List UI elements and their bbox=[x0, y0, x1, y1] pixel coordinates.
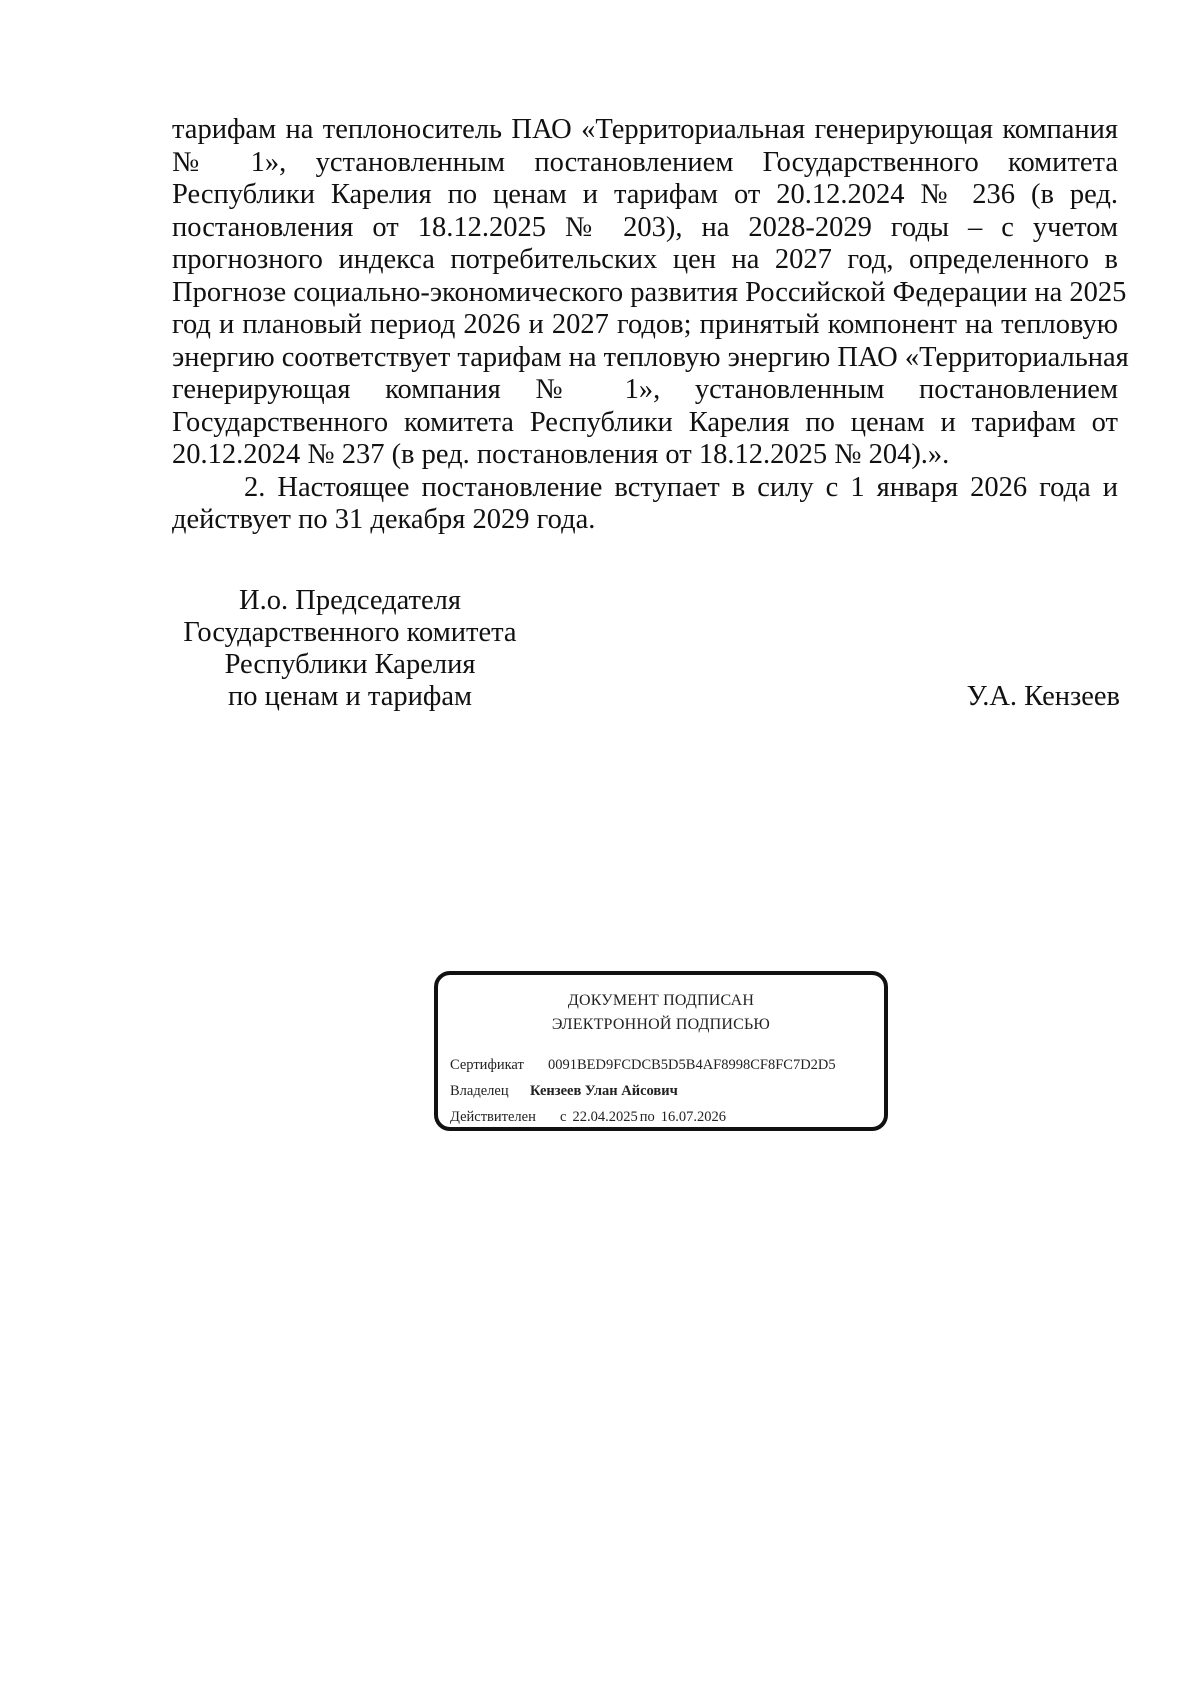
certificate-value: 0091BED9FCDCB5D5B4AF8998CF8FC7D2D5 bbox=[548, 1057, 836, 1073]
body-line: год и плановый период 2026 и 2027 годов; принятый компонент на тепловую bbox=[172, 309, 1118, 340]
stamp-certificate-row bbox=[450, 1055, 836, 1075]
body-line: прогнозного индекса потребительских цен на 2027 год, определенного в bbox=[172, 244, 1118, 275]
body-line: 20.12.2024 № 237 (в ред. постановления от 18.12.2025 № 204).». bbox=[172, 439, 950, 470]
owner-value: Кензеев Улан Айсович bbox=[530, 1083, 678, 1099]
body-line: Государственного комитета Республики Карелия по ценам и тарифам от bbox=[172, 406, 1118, 438]
signatory-position-line: Республики Карелия bbox=[224, 649, 476, 680]
body-line: действует по 31 декабря 2029 года. bbox=[172, 504, 596, 535]
valid-to-label: по bbox=[639, 1109, 655, 1125]
body-line: генерирующая компания № 1», установленным постановлением bbox=[172, 374, 1118, 405]
body-line: постановления от 18.12.2025 № 203), на 2028-2029 годы – с учетом bbox=[172, 211, 1118, 243]
signatory-position-line: И.о. Председателя bbox=[239, 585, 461, 616]
electronic-signature-stamp bbox=[434, 971, 888, 1131]
signatory-position bbox=[160, 585, 540, 713]
document-body bbox=[172, 114, 1129, 537]
certificate-label: Сертификат bbox=[450, 1057, 524, 1073]
signatory-position-line: по ценам и тарифам bbox=[227, 681, 473, 712]
stamp-title bbox=[438, 989, 884, 1037]
body-line: Республики Карелия по ценам и тарифам от 20.12.2024 № 236 (в ред. bbox=[172, 179, 1118, 210]
owner-label: Владелец bbox=[450, 1083, 509, 1099]
body-line: 2. Настоящее постановление вступает в силу с 1 января 2026 года и bbox=[244, 471, 1118, 503]
valid-from-label: с bbox=[560, 1109, 567, 1125]
valid-from-date: 22.04.2025 bbox=[572, 1109, 638, 1125]
signatory-position-line: Государственного комитета bbox=[183, 617, 517, 648]
signatory-name: У.А. Кензеев bbox=[966, 681, 1120, 712]
body-line: № 1», установленным постановлением Государственного комитета bbox=[172, 146, 1118, 178]
body-line: тарифам на теплоноситель ПАО «Территориальная генерирующая компания bbox=[172, 114, 1118, 145]
body-line: энергию соответствует тарифам на тепловую энергию ПАО «Территориальная bbox=[172, 341, 1129, 373]
stamp-validity-row bbox=[450, 1107, 726, 1127]
stamp-title-line: ЭЛЕКТРОННОЙ ПОДПИСЬЮ bbox=[551, 1016, 771, 1033]
stamp-owner-row bbox=[450, 1081, 678, 1101]
stamp-title-line: ДОКУМЕНТ ПОДПИСАН bbox=[567, 992, 755, 1009]
body-line: Прогнозе социально-экономического развития Российской Федерации на 2025 bbox=[172, 276, 1127, 308]
validity-label: Действителен bbox=[450, 1109, 536, 1125]
valid-to-date: 16.07.2026 bbox=[660, 1109, 726, 1125]
